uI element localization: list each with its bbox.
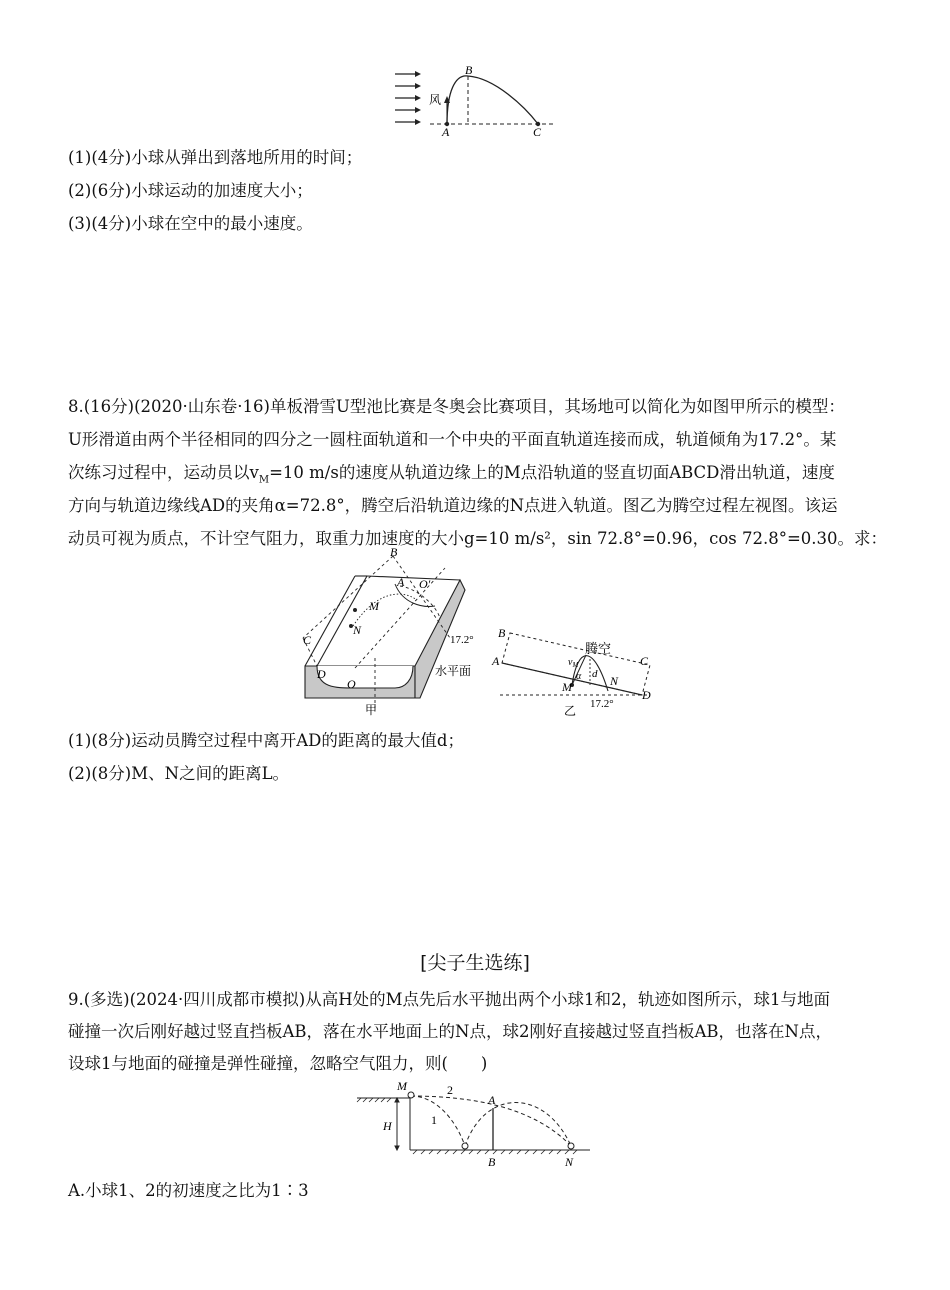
side-view-figure-yi bbox=[490, 625, 670, 717]
point-b-label: B bbox=[465, 63, 473, 77]
yi-alpha-label: α bbox=[576, 671, 582, 682]
q8-part2: (2)(8分)M、N之间的距离L。 bbox=[68, 764, 290, 783]
q9-line2: 碰撞一次后刚好越过竖直挡板AB，落在水平地面上的N点，球2刚好直接越过竖直挡板AB，也落在N点， bbox=[68, 1022, 832, 1041]
balls-m-label: M bbox=[397, 1079, 407, 1093]
yi-b-label: B bbox=[498, 626, 506, 640]
balls-b-label: B bbox=[488, 1155, 496, 1169]
vm-subscript: M bbox=[258, 474, 270, 486]
section-title: [尖子生选练] bbox=[420, 952, 530, 974]
yi-c-label: C bbox=[640, 654, 649, 668]
two-balls-figure bbox=[355, 1078, 595, 1170]
ball1-first-arc bbox=[411, 1096, 465, 1146]
q8-line2: U形滑道由两个半径相同的四分之一圆柱面轨道和一个中央的平面直轨道连接而成，轨道倾角为17.2°。某 bbox=[68, 430, 837, 449]
yi-jump-label: 腾空 bbox=[585, 641, 612, 656]
yi-caption: 乙 bbox=[564, 704, 577, 717]
balls-two-label: 2 bbox=[447, 1083, 453, 1097]
yi-d-label: D bbox=[642, 688, 651, 702]
ball1-second-arc bbox=[465, 1103, 571, 1147]
balls-h-label: H bbox=[383, 1119, 392, 1133]
jia-m-label: M bbox=[369, 599, 379, 613]
q8-line1: 8.(16分)(2020·山东卷·16)单板滑雪U型池比赛是冬奥会比赛项目，其场地可以简化为如图甲所示的模型： bbox=[68, 397, 845, 416]
yi-n-label: N bbox=[610, 674, 619, 688]
q7-part2: (2)(6分)小球运动的加速度大小； bbox=[68, 181, 313, 200]
wind-label: 风 bbox=[429, 93, 442, 107]
q7-part3: (3)(4分)小球在空中的最小速度。 bbox=[68, 214, 313, 233]
jia-o-prime-label: O′ bbox=[419, 577, 431, 591]
q9-line3: 设球1与地面的碰撞是弹性碰撞，忽略空气阻力，则( ) bbox=[68, 1054, 488, 1073]
yi-d-small-label: d bbox=[592, 668, 598, 680]
balls-n-label: N bbox=[565, 1155, 574, 1169]
jia-d-label: D bbox=[317, 667, 326, 681]
wind-projectile-figure bbox=[385, 62, 575, 140]
point-c-label: C bbox=[533, 125, 542, 139]
yi-vm-label: $v_M$ bbox=[568, 657, 579, 669]
jia-c-label: C bbox=[303, 633, 312, 647]
balls-a-label: A bbox=[488, 1093, 496, 1107]
trajectory-curve bbox=[447, 76, 538, 124]
jia-caption: 甲 bbox=[365, 703, 378, 717]
jia-horizontal-label: 水平面 bbox=[435, 664, 472, 678]
q7-part1: (1)(4分)小球从弹出到落地所用的时间； bbox=[68, 148, 363, 167]
yi-a-label: A bbox=[492, 654, 500, 668]
jia-b-label: B bbox=[390, 548, 398, 559]
q9-option-a[interactable]: A.小球1、2的初速度之比为1∶3 bbox=[68, 1181, 309, 1200]
jia-n-label: N bbox=[353, 623, 362, 637]
q9-line1: 9.(多选)(2024·四川成都市模拟)从高H处的M点先后水平抛出两个小球1和2，轨迹如图所示，球1与地面 bbox=[68, 990, 831, 1009]
jia-a-label: A bbox=[397, 575, 405, 589]
halfpipe-figure-jia bbox=[295, 548, 475, 718]
yi-angle-label: 17.2° bbox=[590, 698, 614, 710]
q8-part1: (1)(8分)运动员腾空过程中离开AD的距离的最大值d； bbox=[68, 731, 464, 750]
balls-one-label: 1 bbox=[431, 1113, 437, 1127]
q8-line3: 次练习过程中，运动员以$v_M=10$ m/s的速度从轨道边缘上的M点沿轨道的竖直切面ABCD滑出轨道，速度 bbox=[68, 463, 835, 486]
jia-o-label: O bbox=[347, 677, 356, 691]
q8-line5: 动员可视为质点，不计空气阻力，取重力加速度的大小g=10 m/s²，sin 72.8°=0.96，cos 72.8°=0.30。求： bbox=[68, 529, 888, 548]
point-a-label: A bbox=[442, 125, 450, 139]
yi-m-label: M bbox=[562, 680, 572, 694]
q8-line4: 方向与轨道边缘线AD的夹角α=72.8°，腾空后沿轨道边缘的N点进入轨道。图乙为腾空过程左视图。该运 bbox=[68, 496, 838, 515]
jia-angle-label: 17.2° bbox=[450, 634, 474, 646]
